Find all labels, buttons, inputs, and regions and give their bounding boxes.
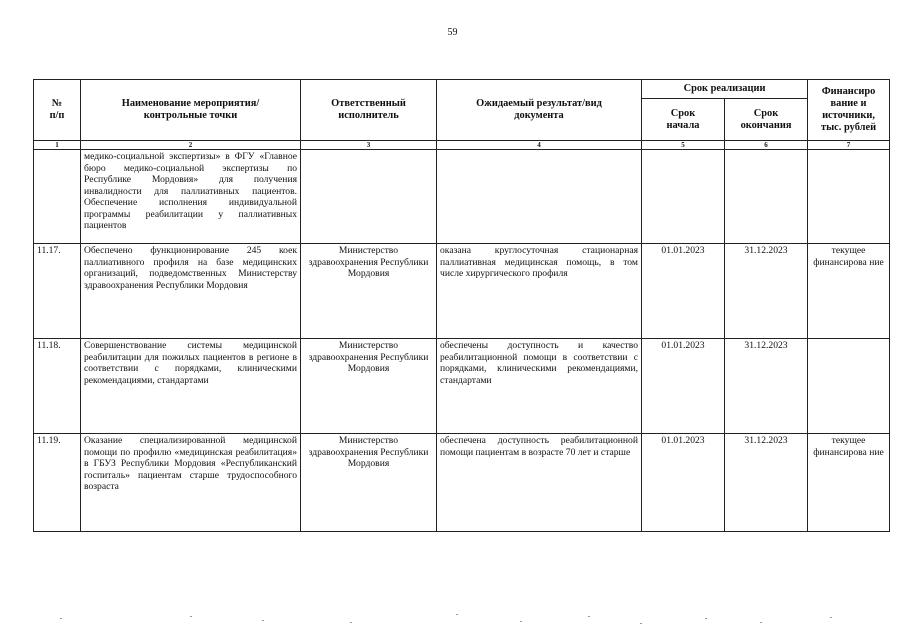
header-end: Срок окончания [725, 99, 808, 141]
column-numbers-row [34, 141, 890, 150]
row-finance: текущее финансирова ние [808, 244, 890, 339]
row-num: 11.18. [34, 339, 81, 434]
table-row [34, 434, 890, 532]
header-num: № п/п [34, 80, 81, 141]
row-name: Совершенствование системы медицинской реабилитации для пожилых пациентов в регионе в соответствии с порядками, клиническими рекомендациями, стандартами [81, 339, 301, 434]
table-row [34, 150, 890, 244]
col-number: 7 [808, 141, 890, 150]
row-responsible: Министерство здравоохранения Республики Мордовия [301, 339, 437, 434]
row-responsible [301, 150, 437, 244]
row-num: 11.17. [34, 244, 81, 339]
header-finance: Финансиро вание и источники, тыс. рублей [808, 80, 890, 141]
header-term: Срок реализации [642, 80, 808, 99]
row-end [725, 150, 808, 244]
table-row [34, 339, 890, 434]
row-result: оказана круглосуточная стационарная паллиативная медицинская помощь, в том числе хирургического профиля [437, 244, 642, 339]
row-name: Оказание специализированной медицинской помощи по профилю «медицинская реабилитация» в ГБУЗ Республики Мордовия «Республиканский госпиталь» пациентам старше трудоспособного возраста [81, 434, 301, 532]
header-start: Срок начала [642, 99, 725, 141]
col-number: 1 [34, 141, 81, 150]
row-result [437, 150, 642, 244]
row-end: 31.12.2023 [725, 434, 808, 532]
header-responsible: Ответственный исполнитель [301, 80, 437, 141]
row-responsible: Министерство здравоохранения Республики Мордовия [301, 434, 437, 532]
row-num: 11.19. [34, 434, 81, 532]
table-row [34, 244, 890, 339]
col-number: 3 [301, 141, 437, 150]
col-number: 2 [81, 141, 301, 150]
row-end: 31.12.2023 [725, 244, 808, 339]
page-number: 59 [447, 27, 458, 38]
row-name: медико-социальной экспертизы» в ФГУ «Главное бюро медико-социальной экспертизы по Республике Мордовия» для получения инвалидности для паллиативных пациентов. Обеспечение исполнения индивидуальной программы реабилитации у паллиативных пациентов [81, 150, 301, 244]
row-result: обеспечены доступность и качество реабилитационной помощи в соответствии с порядками, клиническими рекомендациями, стандартами [437, 339, 642, 434]
row-finance [808, 150, 890, 244]
row-start: 01.01.2023 [642, 339, 725, 434]
col-number: 4 [437, 141, 642, 150]
col-number: 5 [642, 141, 725, 150]
row-start [642, 150, 725, 244]
row-end: 31.12.2023 [725, 339, 808, 434]
row-result: обеспечена доступность реабилитационной помощи пациентам в возрасте 70 лет и старше [437, 434, 642, 532]
row-finance: текущее финансирова ние [808, 434, 890, 532]
header-name: Наименование мероприятия/ контрольные точки [81, 80, 301, 141]
row-responsible: Министерство здравоохранения Республики Мордовия [301, 244, 437, 339]
row-finance [808, 339, 890, 434]
plan-table [33, 79, 890, 532]
row-num [34, 150, 81, 244]
header-result: Ожидаемый результат/вид документа [437, 80, 642, 141]
scan-noise [0, 612, 905, 632]
row-start: 01.01.2023 [642, 434, 725, 532]
row-start: 01.01.2023 [642, 244, 725, 339]
row-name: Обеспечено функционирование 245 коек паллиативного профиля на базе медицинских организаций, подведомственных Министерству здравоохранения Республики Мордовия [81, 244, 301, 339]
col-number: 6 [725, 141, 808, 150]
